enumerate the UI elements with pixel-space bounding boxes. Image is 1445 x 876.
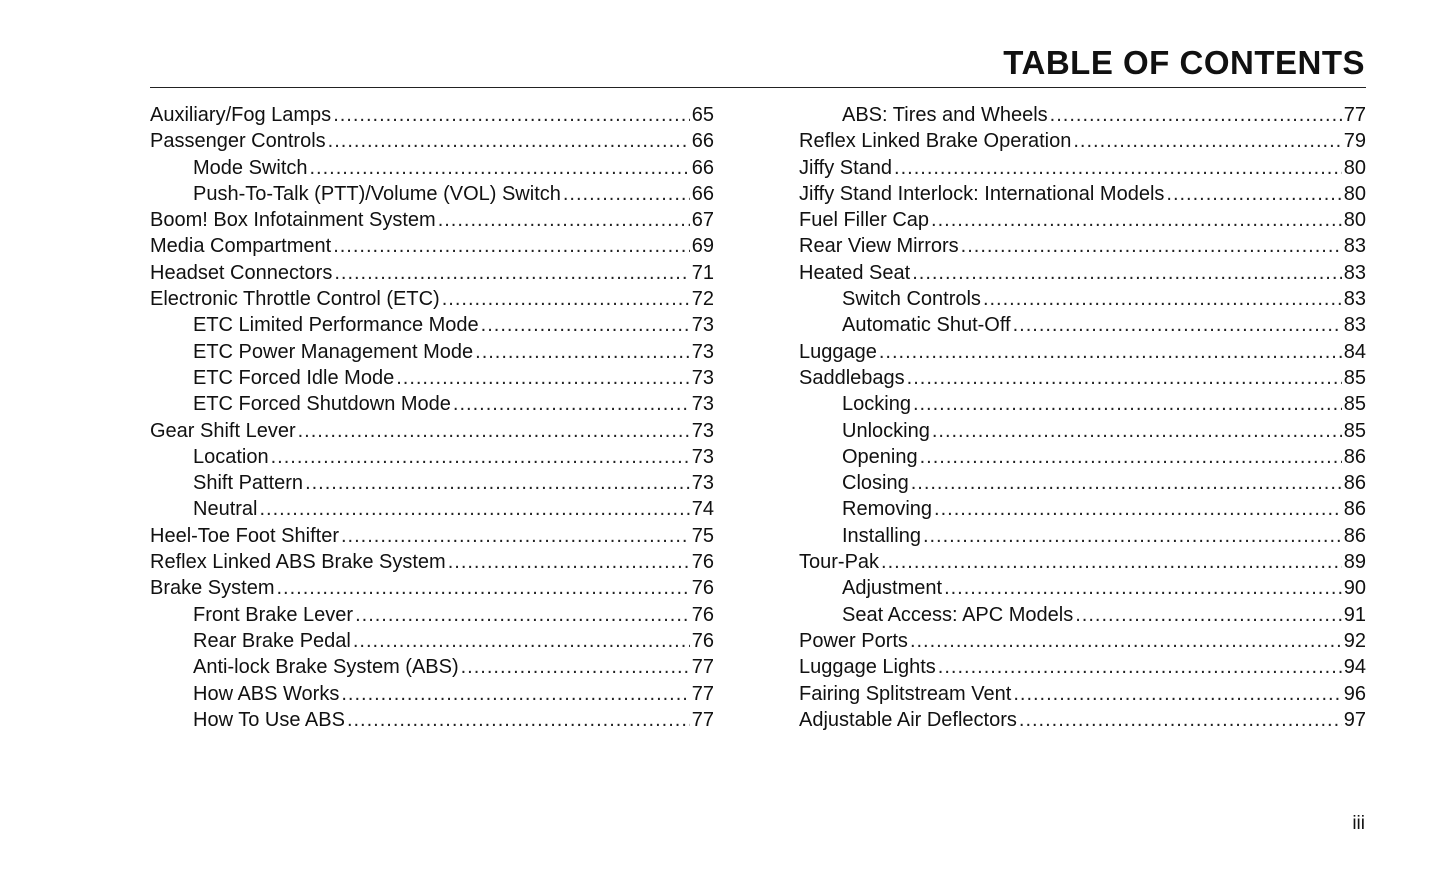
toc-entry-page: 66 [691,130,714,153]
toc-entry[interactable] [150,233,714,259]
toc-entry-title: Tour-Pak [799,551,880,574]
toc-entry-page: 73 [691,393,714,416]
toc-entry[interactable] [799,155,1366,181]
toc-entry[interactable] [799,654,1366,680]
toc-entry[interactable] [150,628,714,654]
toc-entry-page: 73 [691,366,714,389]
toc-entry[interactable] [799,549,1366,575]
dot-leader [328,128,690,154]
dot-leader [448,549,690,575]
dot-leader [481,312,690,338]
toc-entry[interactable] [150,339,714,365]
dot-leader [333,233,690,259]
toc-entry-title: Heated Seat [799,261,911,284]
toc-entry-page: 85 [1343,366,1366,389]
toc-entry-page: 91 [1343,603,1366,626]
toc-entry[interactable] [799,602,1366,628]
toc-entry[interactable] [150,523,714,549]
toc-entry[interactable] [150,681,714,707]
toc-entry[interactable] [799,575,1366,601]
toc-entry-title: Shift Pattern [193,472,304,495]
toc-entry-page: 67 [691,209,714,232]
page-title: TABLE OF CONTENTS [1003,44,1365,81]
toc-entry-title: Boom! Box Infotainment System [150,209,436,232]
toc-entry[interactable] [799,102,1366,128]
toc-entry[interactable] [799,233,1366,259]
toc-entry-page: 80 [1343,156,1366,179]
toc-entry-page: 77 [691,656,714,679]
toc-entry-title: Electronic Throttle Control (ETC) [150,288,440,311]
dot-leader [911,470,1342,496]
toc-entry-page: 83 [1343,261,1366,284]
toc-entry-title: Switch Controls [842,288,981,311]
dot-leader [881,549,1342,575]
toc-entry-page: 76 [691,551,714,574]
dot-leader [912,260,1342,286]
toc-entry[interactable] [150,128,714,154]
dot-leader [461,654,690,680]
toc-entry[interactable] [150,365,714,391]
dot-leader [1166,181,1341,207]
toc-entry-page: 85 [1343,393,1366,416]
toc-entry-title: Luggage [799,340,877,363]
dot-leader [961,233,1342,259]
dot-leader [333,102,690,128]
toc-entry[interactable] [150,549,714,575]
dot-leader [563,181,690,207]
toc-entry-page: 69 [691,235,714,258]
toc-entry[interactable] [799,496,1366,522]
toc-entry-page: 65 [691,104,714,126]
dot-leader [1013,312,1342,338]
dot-leader [442,286,690,312]
toc-entry-title: ABS: Tires and Wheels [842,104,1048,126]
dot-leader [944,575,1342,601]
dot-leader [310,155,690,181]
toc-entry-title: Saddlebags [799,366,905,389]
toc-entry-page: 73 [691,419,714,442]
dot-leader [907,365,1342,391]
toc-entry-title: Passenger Controls [150,130,326,153]
toc-entry-page: 73 [691,314,714,337]
toc-entry-title: Media Compartment [150,235,332,258]
toc-entry-page: 86 [1343,445,1366,468]
toc-entry-page: 89 [1343,551,1366,574]
toc-entry-title: Gear Shift Lever [150,419,296,442]
toc-entry-title: Adjustment [842,577,943,600]
toc-entry-title: Power Ports [799,629,908,652]
dot-leader [894,155,1342,181]
toc-entry-title: Installing [842,524,921,547]
toc-entry-title: How To Use ABS [193,708,345,731]
toc-entry[interactable] [799,207,1366,233]
toc-entry[interactable] [799,312,1366,338]
toc-entry-page: 83 [1343,314,1366,337]
toc-entry-title: Rear Brake Pedal [193,629,351,652]
toc-entry-page: 83 [1343,288,1366,311]
toc-entry-title: How ABS Works [193,682,340,705]
toc-entry-title: Removing [842,498,933,521]
dot-leader [475,339,690,365]
toc-entry[interactable] [799,286,1366,312]
toc-entry-page: 75 [691,524,714,547]
header-divider [150,87,1366,88]
dot-leader [355,602,690,628]
dot-leader [347,707,690,733]
toc-entry[interactable] [150,286,714,312]
dot-leader [923,523,1342,549]
toc-entry-title: Anti-lock Brake System (ABS) [193,656,459,679]
dot-leader [276,575,689,601]
toc-entry-page: 76 [691,629,714,652]
dot-leader [1050,102,1342,128]
dot-leader [353,628,690,654]
toc-entry[interactable] [799,523,1366,549]
toc-entry-title: Heel-Toe Foot Shifter [150,524,339,547]
dot-leader [334,260,689,286]
toc-entry-page: 97 [1343,708,1366,731]
toc-entry[interactable] [150,496,714,522]
toc-entry-title: Push-To-Talk (PTT)/Volume (VOL) Switch [193,182,561,205]
toc-column-right [799,102,1366,733]
toc-entry-page: 76 [691,577,714,600]
toc-entry-page: 80 [1343,209,1366,232]
toc-entry-page: 83 [1343,235,1366,258]
toc-entry-title: Locking [842,393,911,416]
toc-entry-title: Headset Connectors [150,261,333,284]
dot-leader [934,496,1342,522]
dot-leader [931,207,1342,233]
dot-leader [983,286,1342,312]
dot-leader [1019,707,1342,733]
toc-entry-page: 73 [691,340,714,363]
toc-entry[interactable] [799,681,1366,707]
toc-entry-title: Opening [842,445,918,468]
toc-entry[interactable] [799,128,1366,154]
toc-entry-page: 86 [1343,472,1366,495]
toc-entry[interactable] [799,391,1366,417]
toc-entry-title: Closing [842,472,909,495]
dot-leader [271,444,690,470]
page-number: iii [1352,813,1365,834]
toc-entry-page: 77 [691,708,714,731]
toc-entry[interactable] [799,470,1366,496]
toc-entry-page: 71 [691,261,714,284]
dot-leader [879,339,1342,365]
toc-entry[interactable] [150,707,714,733]
toc-entry-title: Luggage Lights [799,656,936,679]
toc-entry-title: Adjustable Air Deflectors [799,708,1017,731]
toc-entry-page: 66 [691,156,714,179]
toc-entry[interactable] [150,260,714,286]
toc-entry-title: Reflex Linked ABS Brake System [150,551,446,574]
toc-entry-title: Auxiliary/Fog Lamps [150,104,332,126]
toc-entry[interactable] [150,470,714,496]
toc-entry-title: Neutral [193,498,258,521]
toc-entry-title: Jiffy Stand Interlock: International Models [799,182,1165,205]
toc-entry-title: ETC Power Management Mode [193,340,474,363]
toc-entry[interactable] [150,444,714,470]
toc-entry-title: Fuel Filler Cap [799,209,930,232]
toc-entry[interactable] [150,181,714,207]
dot-leader [938,654,1342,680]
toc-entry-page: 90 [1343,577,1366,600]
toc-entry[interactable] [150,391,714,417]
dot-leader [341,681,689,707]
toc-entry[interactable] [150,575,714,601]
toc-entry[interactable] [799,339,1366,365]
toc-entry[interactable] [150,312,714,338]
toc-entry[interactable] [150,602,714,628]
dot-leader [453,391,690,417]
toc-entry[interactable] [799,365,1366,391]
toc-entry-page: 80 [1343,182,1366,205]
toc-entry-page: 94 [1343,656,1366,679]
dot-leader [932,418,1342,444]
toc-entry-page: 86 [1343,524,1366,547]
toc-entry-title: Brake System [150,577,275,600]
toc-entry[interactable] [799,260,1366,286]
toc-entry-page: 79 [1343,130,1366,153]
toc-entry[interactable] [799,707,1366,733]
dot-leader [396,365,690,391]
toc-entry-title: Rear View Mirrors [799,235,959,258]
toc-entry-page: 84 [1343,340,1366,363]
toc-entry-page: 77 [691,682,714,705]
toc-entry-title: Automatic Shut-Off [842,314,1011,337]
dot-leader [341,523,690,549]
dot-leader [298,418,690,444]
toc-entry-page: 85 [1343,419,1366,442]
toc-entry-title: ETC Forced Idle Mode [193,366,395,389]
dot-leader [259,496,689,522]
toc-entry-page: 66 [691,182,714,205]
toc-entry-page: 76 [691,603,714,626]
toc-entry[interactable] [799,628,1366,654]
toc-entry-title: ETC Limited Performance Mode [193,314,479,337]
dot-leader [1073,128,1341,154]
toc-entry[interactable] [150,207,714,233]
dot-leader [1075,602,1342,628]
toc-entry[interactable] [150,418,714,444]
dot-leader [920,444,1342,470]
toc-entry-title: ETC Forced Shutdown Mode [193,393,451,416]
toc-entry[interactable] [799,181,1366,207]
dot-leader [438,207,690,233]
dot-leader [1013,681,1341,707]
toc-entry-title: Front Brake Lever [193,603,354,626]
toc-entry-title: Mode Switch [193,156,308,179]
toc-entry-page: 73 [691,445,714,468]
toc-entry-title: Jiffy Stand [799,156,893,179]
toc-entry-page: 92 [1343,629,1366,652]
toc-entry-page: 73 [691,472,714,495]
toc-entry-title: Fairing Splitstream Vent [799,682,1012,705]
dot-leader [910,628,1342,654]
toc-column-left [150,102,714,733]
dot-leader [305,470,690,496]
toc-entry-page: 72 [691,288,714,311]
toc-entry-title: Unlocking [842,419,930,442]
toc-entry-page: 96 [1343,682,1366,705]
toc-entry-title: Location [193,445,269,468]
toc-entry[interactable] [799,444,1366,470]
toc-entry-title: Seat Access: APC Models [842,603,1074,626]
toc-entry-page: 86 [1343,498,1366,521]
toc-entry-page: 77 [1343,104,1366,126]
toc-entry[interactable] [150,155,714,181]
toc-entry[interactable] [150,102,714,128]
toc-entry[interactable] [150,654,714,680]
dot-leader [913,391,1342,417]
toc-entry-page: 74 [691,498,714,521]
toc-entry[interactable] [799,418,1366,444]
toc-entry-title: Reflex Linked Brake Operation [799,130,1072,153]
